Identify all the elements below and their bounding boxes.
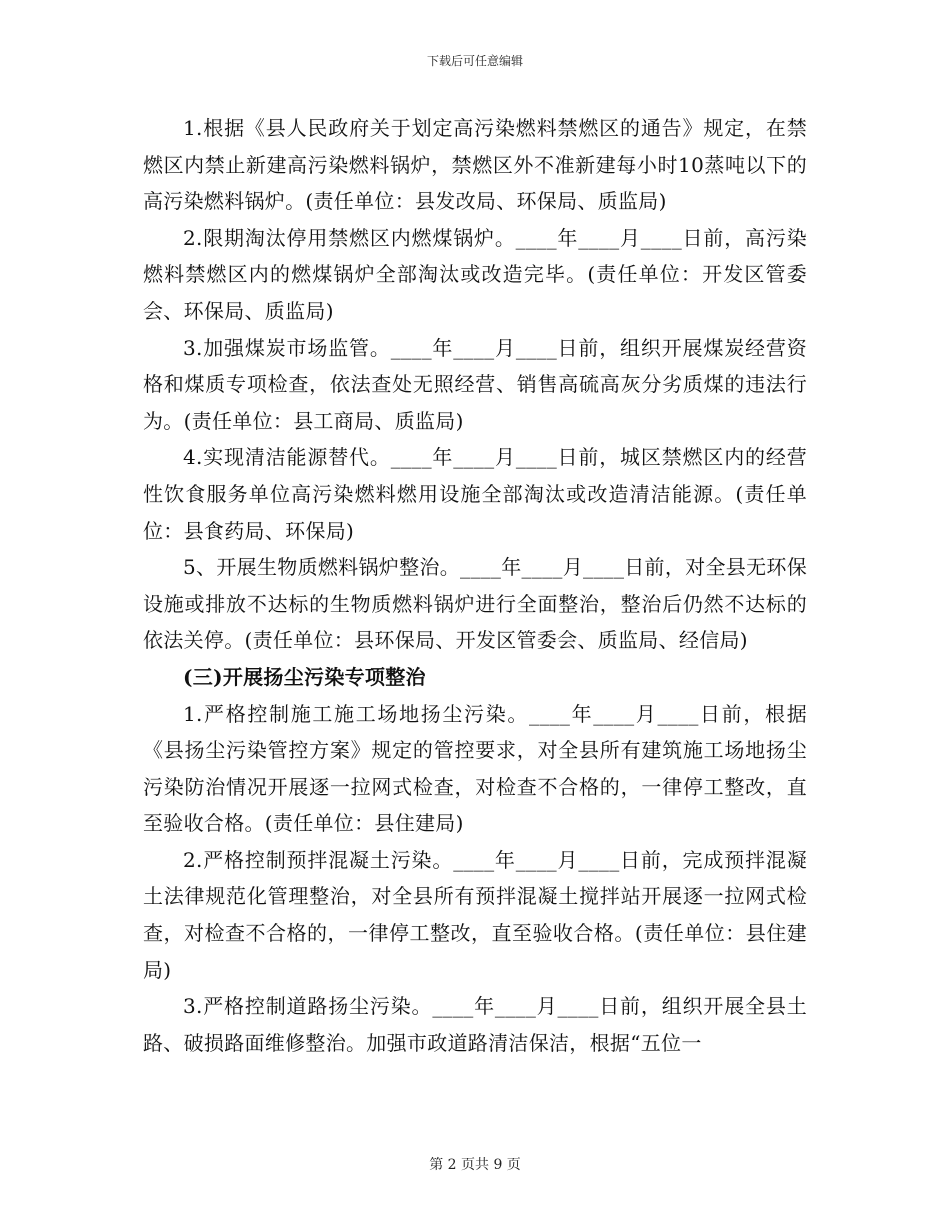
paragraph-3 [143, 330, 807, 440]
paragraph-text: 严格控制道路扬尘污染。____年____月____日前，组织开展全县土路、破损路面维修整治。加强市政道路清洁保洁，根据“五位一 [143, 994, 807, 1055]
paragraph-text: 实现清洁能源替代。____年____月____日前，城区禁燃区内的经营性饮食服务单位高污染燃料燃用设施全部淘汰或改造清洁能源。(责任单位：县食药局、环保局) [143, 445, 807, 543]
paragraph-number: 2. [183, 225, 203, 250]
paragraph-number: 2. [183, 847, 203, 872]
paragraph-text: 严格控制施工施工场地扬尘污染。____年____月____日前，根据《县扬尘污染管控方案》规定的管控要求，对全县所有建筑施工场地扬尘污染防治情况开展逐一拉网式检查，对检查不合格的，一律停工整改，直至验收合格。(责任单位：县住建局) [143, 701, 807, 836]
paragraph-text: 限期淘汰停用禁燃区内燃煤锅炉。____年____月____日前，高污染燃料禁燃区内的燃煤锅炉全部淘汰或改造完毕。(责任单位：开发区管委会、环保局、质监局) [143, 225, 807, 323]
paragraph-text: 根据《县人民政府关于划定高污染燃料禁燃区的通告》规定，在禁燃区内禁止新建高污染燃料锅炉，禁燃区外不准新建每小时10蒸吨以下的高污染燃料锅炉。(责任单位：县发改局、环保局、质监局) [143, 116, 807, 214]
document-body [143, 110, 807, 1061]
paragraph-2 [143, 220, 807, 330]
section3-paragraph-1 [143, 696, 807, 842]
paragraph-number: 1. [183, 701, 203, 726]
paragraph-number: 1. [183, 116, 203, 140]
paragraph-text: 开展生物质燃料锅炉整治。____年____月____日前，对全县无环保设施或排放不达标的生物质燃料锅炉进行全面整治，整治后仍然不达标的依法关停。(责任单位：县环保局、开发区管委会、质监局、经信局) [143, 555, 808, 653]
page-header: 下载后可任意编辑 [426, 54, 523, 68]
paragraph-number: 4. [183, 445, 203, 470]
paragraph-number: 3. [183, 335, 203, 360]
section-heading: (三)开展扬尘污染专项整治 [183, 664, 426, 689]
paragraph-text: 严格控制预拌混凝土污染。____年____月____日前，完成预拌混凝土法律规范化管理整治，对全县所有预拌混凝土搅拌站开展逐一拉网式检查，对检查不合格的，一律停工整改，直至验收合格。(责任单位：县住建局) [143, 847, 807, 982]
section3-paragraph-3 [143, 988, 807, 1061]
paragraph-5 [143, 549, 807, 659]
paragraph-text: 加强煤炭市场监管。____年____月____日前，组织开展煤炭经营资格和煤质专项检查，依法查处无照经营、销售高硫高灰分劣质煤的违法行为。(责任单位：县工商局、质监局) [143, 335, 807, 433]
page-footer: 第 2 页共 9 页 [429, 1157, 521, 1173]
section3-paragraph-2 [143, 842, 807, 988]
paragraph-1 [143, 110, 807, 220]
paragraph-number: 3. [183, 994, 203, 1019]
paragraph-4 [143, 439, 807, 549]
paragraph-number: 5、 [183, 555, 217, 580]
